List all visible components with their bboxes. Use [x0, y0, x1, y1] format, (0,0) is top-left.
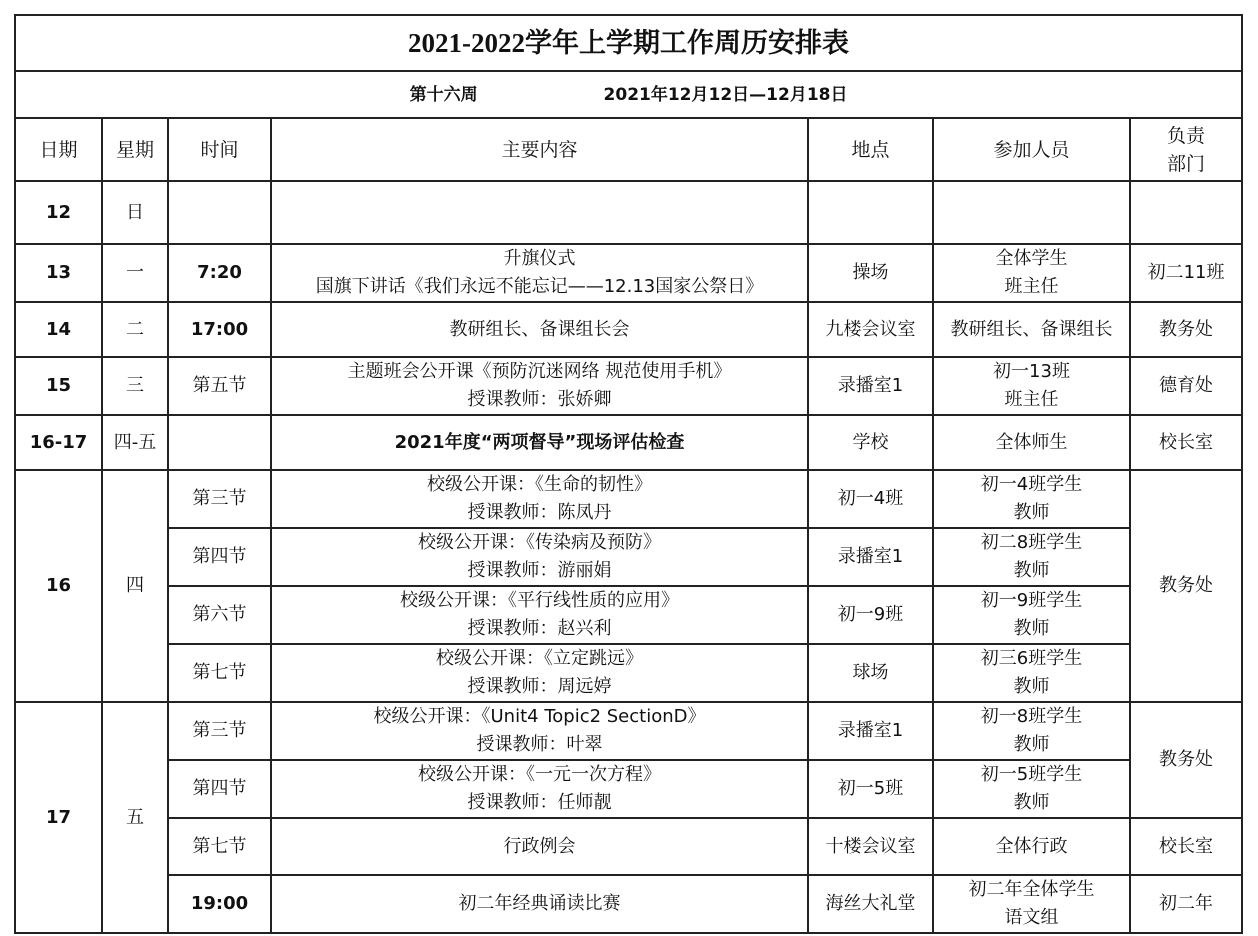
participants-cell [933, 357, 1130, 415]
content-line: 校级公开课：《Unit4 Topic2 SectionD》 [373, 706, 706, 727]
dept-cell: 教务处 [1130, 302, 1242, 357]
table-row [15, 818, 1242, 875]
date-cell: 16 [15, 470, 102, 702]
participants-cell [933, 875, 1130, 933]
time-cell [168, 181, 271, 244]
location-cell [808, 181, 933, 244]
participants-line: 教师 [1013, 502, 1050, 523]
dept-cell: 初二年 [1130, 875, 1242, 933]
table-row [15, 528, 1242, 586]
content-cell [271, 760, 808, 818]
location-cell: 十楼会议室 [808, 818, 933, 875]
date-cell: 13 [15, 244, 102, 302]
content-line: 升旗仪式 [503, 248, 576, 269]
participants-line: 初一5班学生 [980, 764, 1083, 785]
participants-cell: 全体行政 [933, 818, 1130, 875]
page-title: 2021-2022学年上学期工作周历安排表 [15, 15, 1242, 71]
content-line: 授课教师：周远婷 [467, 676, 612, 697]
participants-line: 初二年全体学生 [968, 879, 1095, 900]
header-location: 地点 [808, 118, 933, 181]
weekday-cell: 五 [102, 702, 168, 933]
subheading-row [15, 71, 1242, 118]
participants-cell: 全体师生 [933, 415, 1130, 470]
table-row [15, 586, 1242, 644]
location-cell: 初一9班 [808, 586, 933, 644]
table-row [15, 760, 1242, 818]
header-dept-line2: 部门 [1167, 152, 1206, 175]
table-row [15, 415, 1242, 470]
dept-cell: 校长室 [1130, 818, 1242, 875]
location-cell: 九楼会议室 [808, 302, 933, 357]
content-line: 校级公开课：《平行线性质的应用》 [400, 590, 679, 611]
time-cell: 第四节 [168, 528, 271, 586]
participants-cell [933, 702, 1130, 760]
content-cell: 教研组长、备课组长会 [271, 302, 808, 357]
content-line: 校级公开课：《立定跳远》 [436, 648, 643, 669]
schedule-table [14, 14, 1243, 934]
location-cell: 海丝大礼堂 [808, 875, 933, 933]
location-cell: 球场 [808, 644, 933, 702]
location-cell: 录播室1 [808, 702, 933, 760]
time-cell: 第三节 [168, 702, 271, 760]
location-cell: 初一4班 [808, 470, 933, 528]
participants-line: 教师 [1013, 792, 1050, 813]
participants-line: 教师 [1013, 560, 1050, 581]
participants-cell: 教研组长、备课组长 [933, 302, 1130, 357]
content-cell [271, 528, 808, 586]
table-row [15, 470, 1242, 528]
date-range: 2021年12月12日—12月18日 [603, 84, 848, 105]
participants-cell [933, 644, 1130, 702]
dept-cell: 初二11班 [1130, 244, 1242, 302]
content-line: 授课教师：游丽娟 [467, 560, 612, 581]
participants-cell [933, 181, 1130, 244]
table-row [15, 244, 1242, 302]
title-row [15, 15, 1242, 71]
weekday-cell: 日 [102, 181, 168, 244]
table-row [15, 181, 1242, 244]
participants-line: 教师 [1013, 618, 1050, 639]
weekday-cell: 四-五 [102, 415, 168, 470]
participants-line: 初二8班学生 [980, 532, 1083, 553]
content-line: 授课教师：赵兴利 [467, 618, 612, 639]
participants-cell [933, 760, 1130, 818]
time-cell: 第三节 [168, 470, 271, 528]
content-line: 主题班会公开课《预防沉迷网络 规范使用手机》 [347, 361, 732, 382]
content-cell [271, 244, 808, 302]
time-cell: 第四节 [168, 760, 271, 818]
date-cell: 12 [15, 181, 102, 244]
content-line: 授课教师：叶翠 [476, 734, 603, 755]
header-row [15, 118, 1242, 181]
header-weekday: 星期 [102, 118, 168, 181]
content-cell [271, 181, 808, 244]
location-cell: 操场 [808, 244, 933, 302]
time-cell: 第七节 [168, 818, 271, 875]
date-cell: 16-17 [15, 415, 102, 470]
content-line: 授课教师：张娇卿 [467, 389, 612, 410]
participants-cell [933, 586, 1130, 644]
participants-line: 班主任 [1004, 389, 1059, 410]
content-line: 校级公开课：《生命的韧性》 [427, 474, 652, 495]
table-row [15, 357, 1242, 415]
dept-cell: 教务处 [1130, 702, 1242, 818]
participants-line: 初一8班学生 [980, 706, 1083, 727]
dept-cell: 校长室 [1130, 415, 1242, 470]
header-participants: 参加人员 [933, 118, 1130, 181]
date-cell: 15 [15, 357, 102, 415]
participants-line: 初一4班学生 [980, 474, 1083, 495]
header-time: 时间 [168, 118, 271, 181]
content-cell [271, 357, 808, 415]
participants-cell [933, 470, 1130, 528]
weekday-cell: 一 [102, 244, 168, 302]
weekday-cell: 三 [102, 357, 168, 415]
participants-line: 教师 [1013, 734, 1050, 755]
header-date: 日期 [15, 118, 102, 181]
time-cell: 第五节 [168, 357, 271, 415]
participants-cell [933, 528, 1130, 586]
content-cell: 初二年经典诵读比赛 [271, 875, 808, 933]
table-row [15, 702, 1242, 760]
time-cell [168, 415, 271, 470]
week-info [15, 71, 1242, 118]
time-cell: 17:00 [168, 302, 271, 357]
location-cell: 录播室1 [808, 357, 933, 415]
weekday-cell: 四 [102, 470, 168, 702]
time-cell: 19:00 [168, 875, 271, 933]
dept-cell: 德育处 [1130, 357, 1242, 415]
time-cell: 7:20 [168, 244, 271, 302]
participants-line: 初一9班学生 [980, 590, 1083, 611]
header-content: 主要内容 [271, 118, 808, 181]
content-cell: 2021年度“两项督导”现场评估检查 [271, 415, 808, 470]
location-cell: 学校 [808, 415, 933, 470]
content-cell: 行政例会 [271, 818, 808, 875]
participants-line: 初三6班学生 [980, 648, 1083, 669]
content-line: 授课教师：任师靓 [467, 792, 612, 813]
participants-line: 教师 [1013, 676, 1050, 697]
location-cell: 录播室1 [808, 528, 933, 586]
header-dept [1130, 118, 1242, 181]
week-label: 第十六周 [409, 84, 478, 105]
participants-line: 全体学生 [995, 248, 1068, 269]
table-row [15, 875, 1242, 933]
content-cell [271, 586, 808, 644]
table-row [15, 644, 1242, 702]
time-cell: 第七节 [168, 644, 271, 702]
location-cell: 初一5班 [808, 760, 933, 818]
weekday-cell: 二 [102, 302, 168, 357]
dept-cell: 教务处 [1130, 470, 1242, 702]
time-cell: 第六节 [168, 586, 271, 644]
date-cell: 17 [15, 702, 102, 933]
table-row [15, 302, 1242, 357]
content-line: 校级公开课：《一元一次方程》 [418, 764, 661, 785]
date-cell: 14 [15, 302, 102, 357]
content-cell [271, 470, 808, 528]
participants-line: 语文组 [1004, 907, 1059, 928]
content-cell [271, 702, 808, 760]
content-line: 国旗下讲话《我们永远不能忘记——12.13国家公祭日》 [315, 276, 764, 297]
participants-line: 班主任 [1004, 276, 1059, 297]
header-dept-line1: 负责 [1167, 124, 1206, 147]
dept-cell [1130, 181, 1242, 244]
participants-cell [933, 244, 1130, 302]
content-cell [271, 644, 808, 702]
content-line: 授课教师：陈凤丹 [467, 502, 612, 523]
participants-line: 初一13班 [993, 361, 1070, 382]
content-line: 校级公开课：《传染病及预防》 [418, 532, 661, 553]
